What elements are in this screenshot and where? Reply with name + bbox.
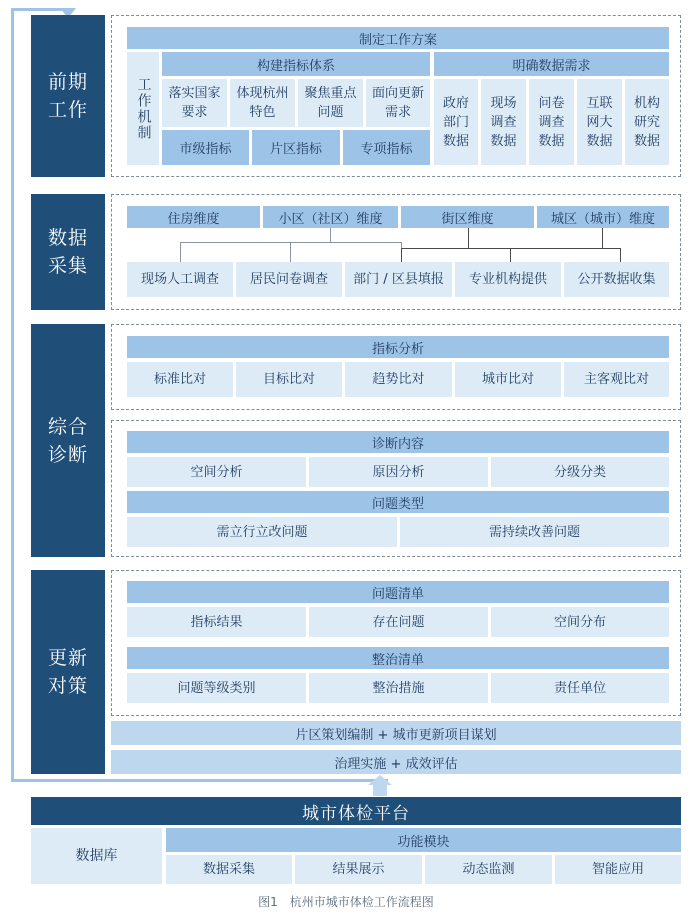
connector (510, 248, 511, 262)
diagnosis-item: 原因分析 (309, 457, 488, 487)
index-item: 体现杭州特色 (230, 79, 295, 127)
database: 数据库 (31, 828, 162, 884)
index-analysis-header: 指标分析 (127, 336, 669, 358)
connector (401, 248, 621, 249)
dimension: 住房维度 (127, 206, 260, 228)
connector (290, 242, 291, 262)
index-level: 片区指标 (252, 130, 340, 165)
function-module: 数据采集 (166, 855, 292, 884)
collection-method: 现场人工调查 (127, 262, 233, 297)
dimension: 小区（社区）维度 (263, 206, 398, 228)
comparison-item: 城市比对 (455, 362, 561, 397)
fix-list-header: 整治清单 (127, 647, 669, 669)
fix-list-item: 责任单位 (491, 673, 669, 703)
function-module: 动态监测 (425, 855, 552, 884)
connector (180, 242, 181, 262)
stage-diagnosis: 综合诊断 (31, 324, 105, 557)
diagnosis-header: 诊断内容 (127, 431, 669, 453)
dimension: 街区维度 (401, 206, 534, 228)
fix-list-item: 整治措施 (309, 673, 488, 703)
stage-data-collection: 数据采集 (31, 194, 105, 310)
index-system-header: 构建指标体系 (162, 52, 430, 76)
collection-method: 部门 / 区县填报 (345, 262, 452, 297)
figure-caption: 图1 杭州市城市体检工作流程图 (258, 894, 434, 909)
function-module: 智能应用 (555, 855, 681, 884)
problem-list-item: 指标结果 (127, 607, 306, 637)
comparison-item: 标准比对 (127, 362, 233, 397)
diagnosis-item: 空间分析 (127, 457, 306, 487)
connector (620, 248, 621, 262)
implementation-band: 治理实施 + 成效评估 (111, 750, 681, 774)
comparison-item: 主客观比对 (564, 362, 669, 397)
data-need-item: 机构研究数据 (625, 79, 669, 165)
data-need-item: 政府部门数据 (434, 79, 478, 165)
index-item: 落实国家要求 (162, 79, 227, 127)
up-arrow-stem (373, 784, 387, 796)
index-item: 面向更新需求 (366, 79, 430, 127)
problem-list-item: 存在问题 (309, 607, 488, 637)
data-need-item: 互联网大数据 (577, 79, 622, 165)
collection-method: 专业机构提供 (455, 262, 561, 297)
connector (468, 228, 469, 249)
problem-list-header: 问题清单 (127, 581, 669, 603)
problem-type-item: 需立行立改问题 (127, 517, 397, 547)
collection-method: 公开数据收集 (564, 262, 669, 297)
loop-line-bottom (11, 779, 388, 782)
stage-early-work: 前期工作 (31, 15, 105, 177)
collection-method: 居民问卷调查 (236, 262, 342, 297)
connector (602, 228, 603, 249)
connector (401, 248, 402, 262)
stage-countermeasures: 更新对策 (31, 570, 105, 774)
data-need-item: 问卷调查数据 (529, 79, 574, 165)
index-level: 市级指标 (162, 130, 249, 165)
loop-line-vertical (11, 8, 14, 782)
index-level: 专项指标 (343, 130, 430, 165)
comparison-item: 目标比对 (236, 362, 342, 397)
data-need-item: 现场调查数据 (481, 79, 526, 165)
platform-title: 城市体检平台 (31, 797, 681, 825)
function-modules-header: 功能模块 (166, 828, 681, 852)
diagnosis-item: 分级分类 (491, 457, 669, 487)
planning-band: 片区策划编制 + 城市更新项目谋划 (111, 721, 681, 745)
work-plan-header: 制定工作方案 (127, 27, 669, 49)
index-item: 聚焦重点问题 (298, 79, 363, 127)
connector (330, 228, 331, 242)
problem-list-item: 空间分布 (491, 607, 669, 637)
comparison-item: 趋势比对 (345, 362, 452, 397)
connector (180, 242, 402, 243)
work-mechanism: 工作机制 (127, 52, 159, 165)
fix-list-item: 问题等级类别 (127, 673, 306, 703)
data-needs-header: 明确数据需求 (434, 52, 669, 76)
function-module: 结果展示 (295, 855, 422, 884)
problem-type-item: 需持续改善问题 (400, 517, 669, 547)
dimension: 城区（城市）维度 (537, 206, 669, 228)
problem-type-header: 问题类型 (127, 491, 669, 513)
